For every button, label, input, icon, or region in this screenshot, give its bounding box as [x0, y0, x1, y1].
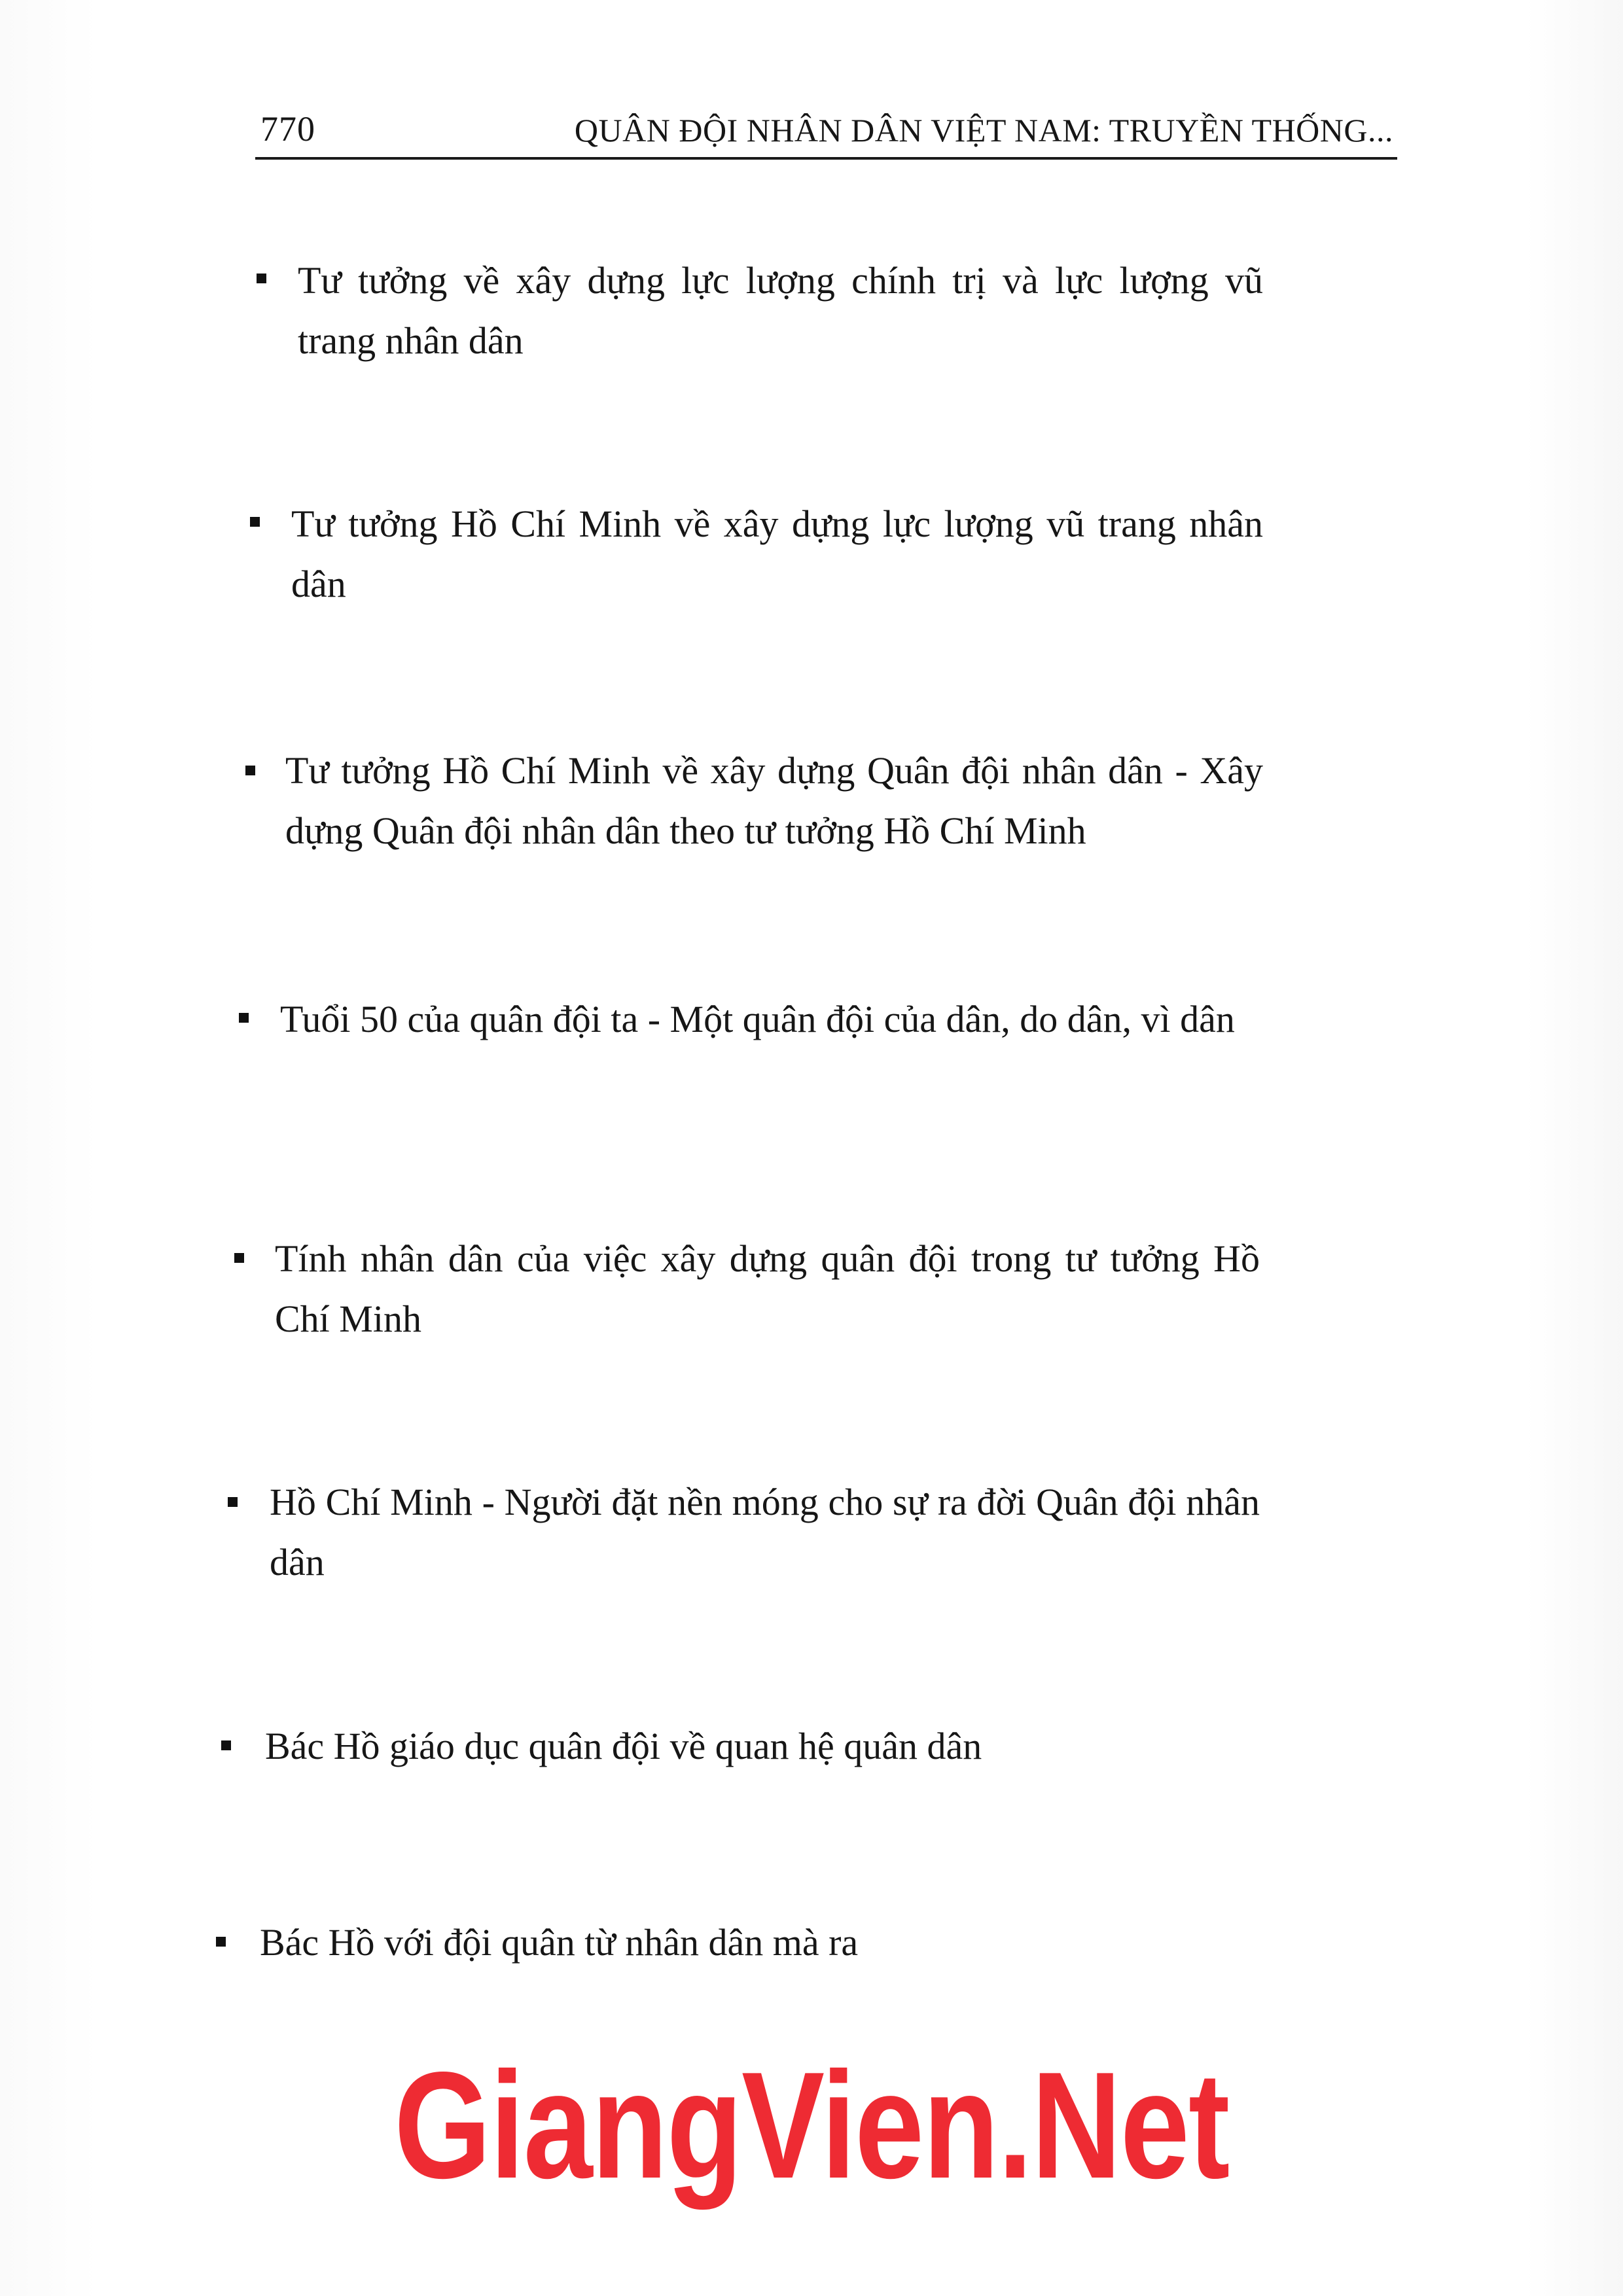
entry-title: Tuổi 50 của quân đội ta - Một quân đội của dân, do dân, vì dân	[280, 998, 1235, 1040]
running-title: QUÂN ĐỘI NHÂN DÂN VIỆT NAM: TRUYỀN THỐNG...	[574, 112, 1393, 149]
watermark-logo: GiangVien.Net	[394, 2041, 1229, 2210]
entry-title: Hồ Chí Minh - Người đặt nền móng cho sự ra đời Quân đội nhân dân	[270, 1481, 1260, 1583]
bullet-icon	[216, 1937, 226, 1947]
bullet-icon	[245, 766, 255, 775]
bullet-icon	[228, 1497, 238, 1507]
bullet-icon	[250, 517, 260, 527]
entry-title: Tính nhân dân của việc xây dựng quân đội trong tư tưởng Hồ Chí Minh	[275, 1237, 1260, 1340]
entry-title: Bác Hồ giáo dục quân đội về quan hệ quân dân	[265, 1725, 982, 1767]
entry-title: Bác Hồ với đội quân từ nhân dân mà ra	[260, 1921, 859, 1964]
entry-title: Tư tưởng Hồ Chí Minh về xây dựng Quân đội nhân dân - Xây dựng Quân đội nhân dân theo tư tưởng Hồ Chí Minh	[285, 749, 1263, 852]
page-number: 770	[260, 109, 315, 149]
bullet-icon	[257, 274, 266, 283]
entry-title: Tư tưởng về xây dựng lực lượng chính trị và lực lượng vũ trang nhân dân	[298, 259, 1263, 362]
bullet-icon	[239, 1013, 249, 1023]
bullet-icon	[234, 1253, 244, 1263]
page-header	[255, 105, 1397, 160]
bullet-icon	[221, 1740, 231, 1750]
entry-title: Tư tưởng Hồ Chí Minh về xây dựng lực lượng vũ trang nhân dân	[291, 503, 1263, 605]
